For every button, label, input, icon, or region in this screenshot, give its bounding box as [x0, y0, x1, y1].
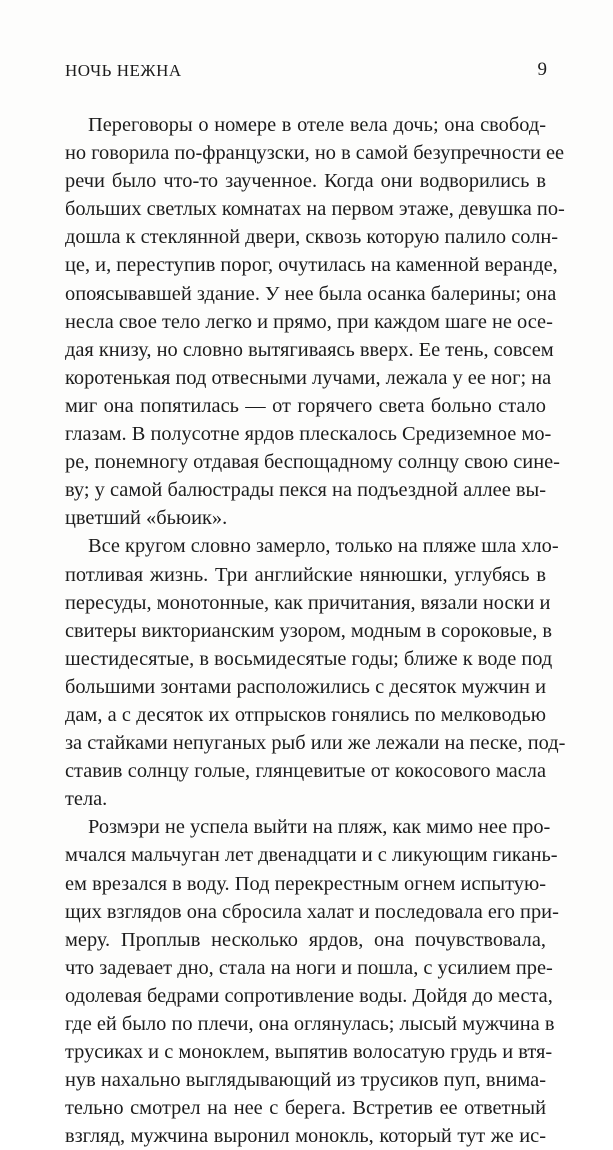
text-line: ре, понемногу отдавая беспощадному солнцу свою сине-: [65, 451, 560, 474]
text-line: несла свое тело легко и прямо, при каждом шаге не осе-: [65, 310, 553, 333]
text-line: опоясывавшей здание. У нее была осанка балерины; она: [65, 282, 557, 305]
paragraph: [65, 111, 565, 532]
text-line: Розмэри не успела выйти на пляж, как мимо нее про-: [88, 816, 551, 839]
text-line: тела.: [65, 788, 108, 811]
text-line: нув нахально выглядывающий из трусиков пуп, внима-: [65, 1069, 546, 1092]
text-line: коротенькая под отвесными лучами, лежала у ее ног; на: [65, 366, 552, 389]
text-line: шестидесятые, в восьмидесятые годы; ближе к воде под: [65, 647, 553, 670]
text-line: за стайками непуганых рыб или же лежали на песке, под-: [65, 732, 566, 755]
text-line: большими зонтами расположились с десяток мужчин и: [65, 675, 546, 698]
text-line: мчался мальчуган лет двенадцати и с ликующим гикань-: [65, 844, 558, 867]
text-line: ставив солнцу голые, глянцевитые от кокосового масла: [65, 760, 546, 783]
text-line: дам, а с десяток их отпрысков гонялись по мелководью: [65, 703, 546, 726]
text-line: глазам. В полусотне ярдов плескалось Средиземное мо-: [65, 423, 552, 446]
text-line: щих взглядов она сбросила халат и последовала его при-: [65, 900, 559, 923]
text-line: цветший «бьюик».: [65, 507, 228, 530]
running-title: НОЧЬ НЕЖНА: [65, 61, 182, 80]
text-line: потливая жизнь. Три английские нянюшки, углубясь в: [65, 563, 546, 586]
text-line: речи было что-то заученное. Когда они водворились в: [65, 170, 546, 193]
text-line: дая книзу, но словно вытягиваясь вверх. Ее тень, совсем: [65, 338, 554, 361]
text-line: где ей было по плечи, она оглянулась; лысый мужчина в: [65, 1013, 555, 1035]
text-line: меру. Проплыв несколько ярдов, она почувствовала,: [65, 928, 546, 951]
text-line: дошла к стеклянной двери, сквозь которую палило солн-: [65, 226, 559, 249]
page-number: 9: [537, 59, 547, 80]
body-text: [65, 111, 566, 1150]
text-line: взгляд, мужчина выронил монокль, который тут же ис-: [65, 1125, 546, 1148]
text-line: но говорила по-французски, но в самой безупречности ее: [65, 142, 565, 165]
text-line: миг она попятилась — от горячего света больно стало: [65, 394, 546, 417]
text-line: одолевая бедрами сопротивление воды. Дойдя до места,: [65, 984, 553, 1007]
paragraph: [65, 532, 566, 813]
text-line: пересуды, монотонные, как причитания, вязали носки и: [65, 591, 551, 614]
text-line: больших светлых комнатах на первом этаже, девушка по-: [65, 198, 565, 221]
text-line: тельно смотрел на нее с берега. Встретив ее ответный: [65, 1097, 546, 1120]
text-line: ем врезался в воду. Под перекрестным огнем испытую-: [65, 872, 546, 895]
text-line: це, и, переступив порог, очутилась на каменной веранде,: [65, 254, 558, 277]
text-line: свитеры викторианским узором, модным в сороковые, в: [65, 619, 553, 642]
text-line: что задевает дно, стала на ноги и пошла, с усилием пре-: [65, 956, 553, 979]
text-line: ву; у самой балюстрады пекся на подъездной аллее вы-: [65, 479, 546, 502]
text-line: Переговоры о номере в отеле вела дочь; она свобод-: [88, 114, 546, 136]
paragraph: [65, 813, 559, 1150]
text-line: Все кругом словно замерло, только на пляже шла хло-: [88, 535, 559, 558]
text-line: трусиках и с моноклем, выпятив волосатую грудь и втя-: [65, 1041, 553, 1064]
